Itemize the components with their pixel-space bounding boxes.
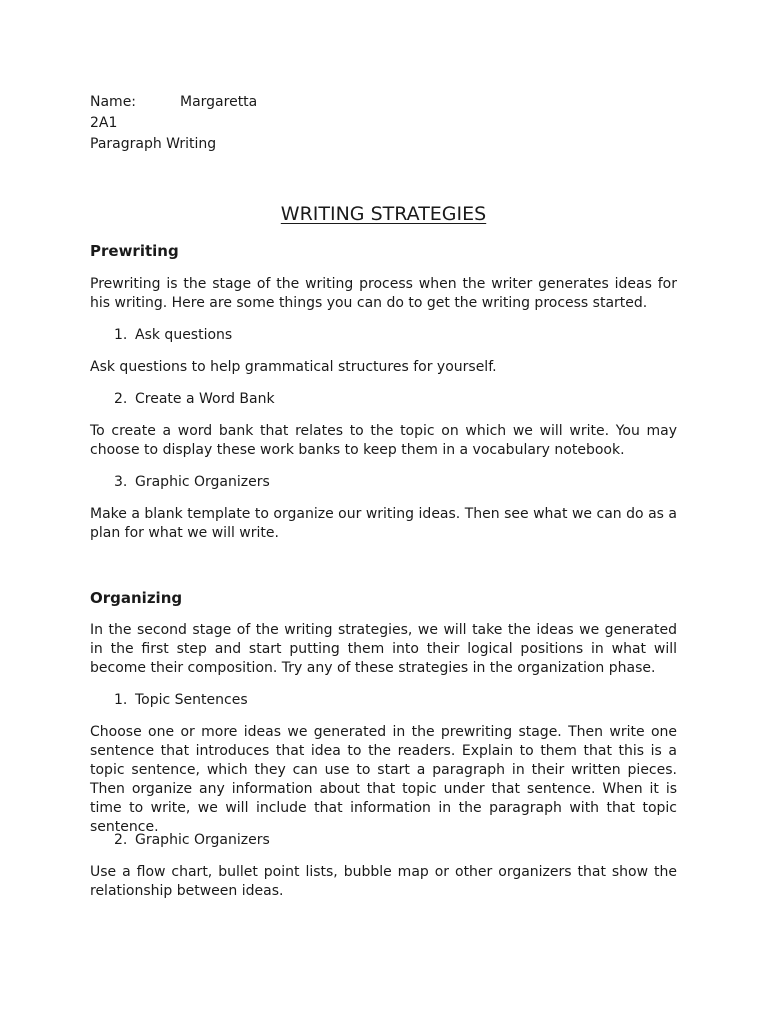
organizing-item-1-text: Choose one or more ideas we generated in the prewriting stage. Then write one sentence that introduces that idea to the readers. Explain to them that this is a topic sentence, which they can use to start a paragraph in their written pieces. Then organize any information about that topic under that sentence. When it is time to write, we will include that information in the paragraph with that topic sentence.: [90, 724, 677, 835]
list-item-label: Topic Sentences: [135, 692, 248, 708]
prewriting-item-1-text: Ask questions to help grammatical structures for yourself.: [90, 359, 497, 375]
document-title: WRITING STRATEGIES: [280, 203, 487, 225]
organizing-heading: Organizing: [90, 589, 183, 607]
prewriting-heading: Prewriting: [90, 242, 179, 260]
organizing-intro: In the second stage of the writing strategies, we will take the ideas we generated in the first step and start putting them into their logical positions in what will become their composition. Try any of these strategies in the organization phase.: [90, 622, 677, 676]
list-item-label: Graphic Organizers: [135, 474, 270, 490]
prewriting-item-1: [90, 326, 701, 345]
organizing-item-2-text: Use a flow chart, bullet point lists, bubble map or other organizers that show the relationship between ideas.: [90, 864, 677, 899]
list-item-label: Ask questions: [135, 327, 233, 343]
list-item-label: Create a Word Bank: [135, 391, 275, 407]
prewriting-intro: Prewriting is the stage of the writing process when the writer generates ideas for his writing. Here are some things you can do to get the writing process started.: [90, 276, 677, 311]
list-number: 2.: [114, 391, 128, 407]
prewriting-item-3: [90, 473, 701, 492]
organizing-item-2: [90, 831, 701, 850]
list-item-label: Graphic Organizers: [135, 832, 270, 848]
list-number: 2.: [114, 832, 128, 848]
prewriting-item-2-text: To create a word bank that relates to the topic on which we will write. You may choose to display these work banks to keep them in a vocabulary notebook.: [90, 423, 677, 458]
list-number: 1.: [114, 327, 128, 343]
name-line: [90, 92, 257, 113]
student-header: [90, 92, 257, 155]
name-label: Name:: [90, 94, 137, 110]
prewriting-item-3-text: Make a blank template to organize our writing ideas. Then see what we can do as a plan for what we will write.: [90, 506, 677, 541]
subject-line: Paragraph Writing: [90, 136, 217, 152]
list-number: 1.: [114, 692, 128, 708]
organizing-item-1: [90, 691, 701, 710]
student-name: Margaretta: [180, 94, 258, 110]
list-number: 3.: [114, 474, 128, 490]
class-code: 2A1: [90, 115, 118, 131]
prewriting-item-2: [90, 390, 701, 409]
